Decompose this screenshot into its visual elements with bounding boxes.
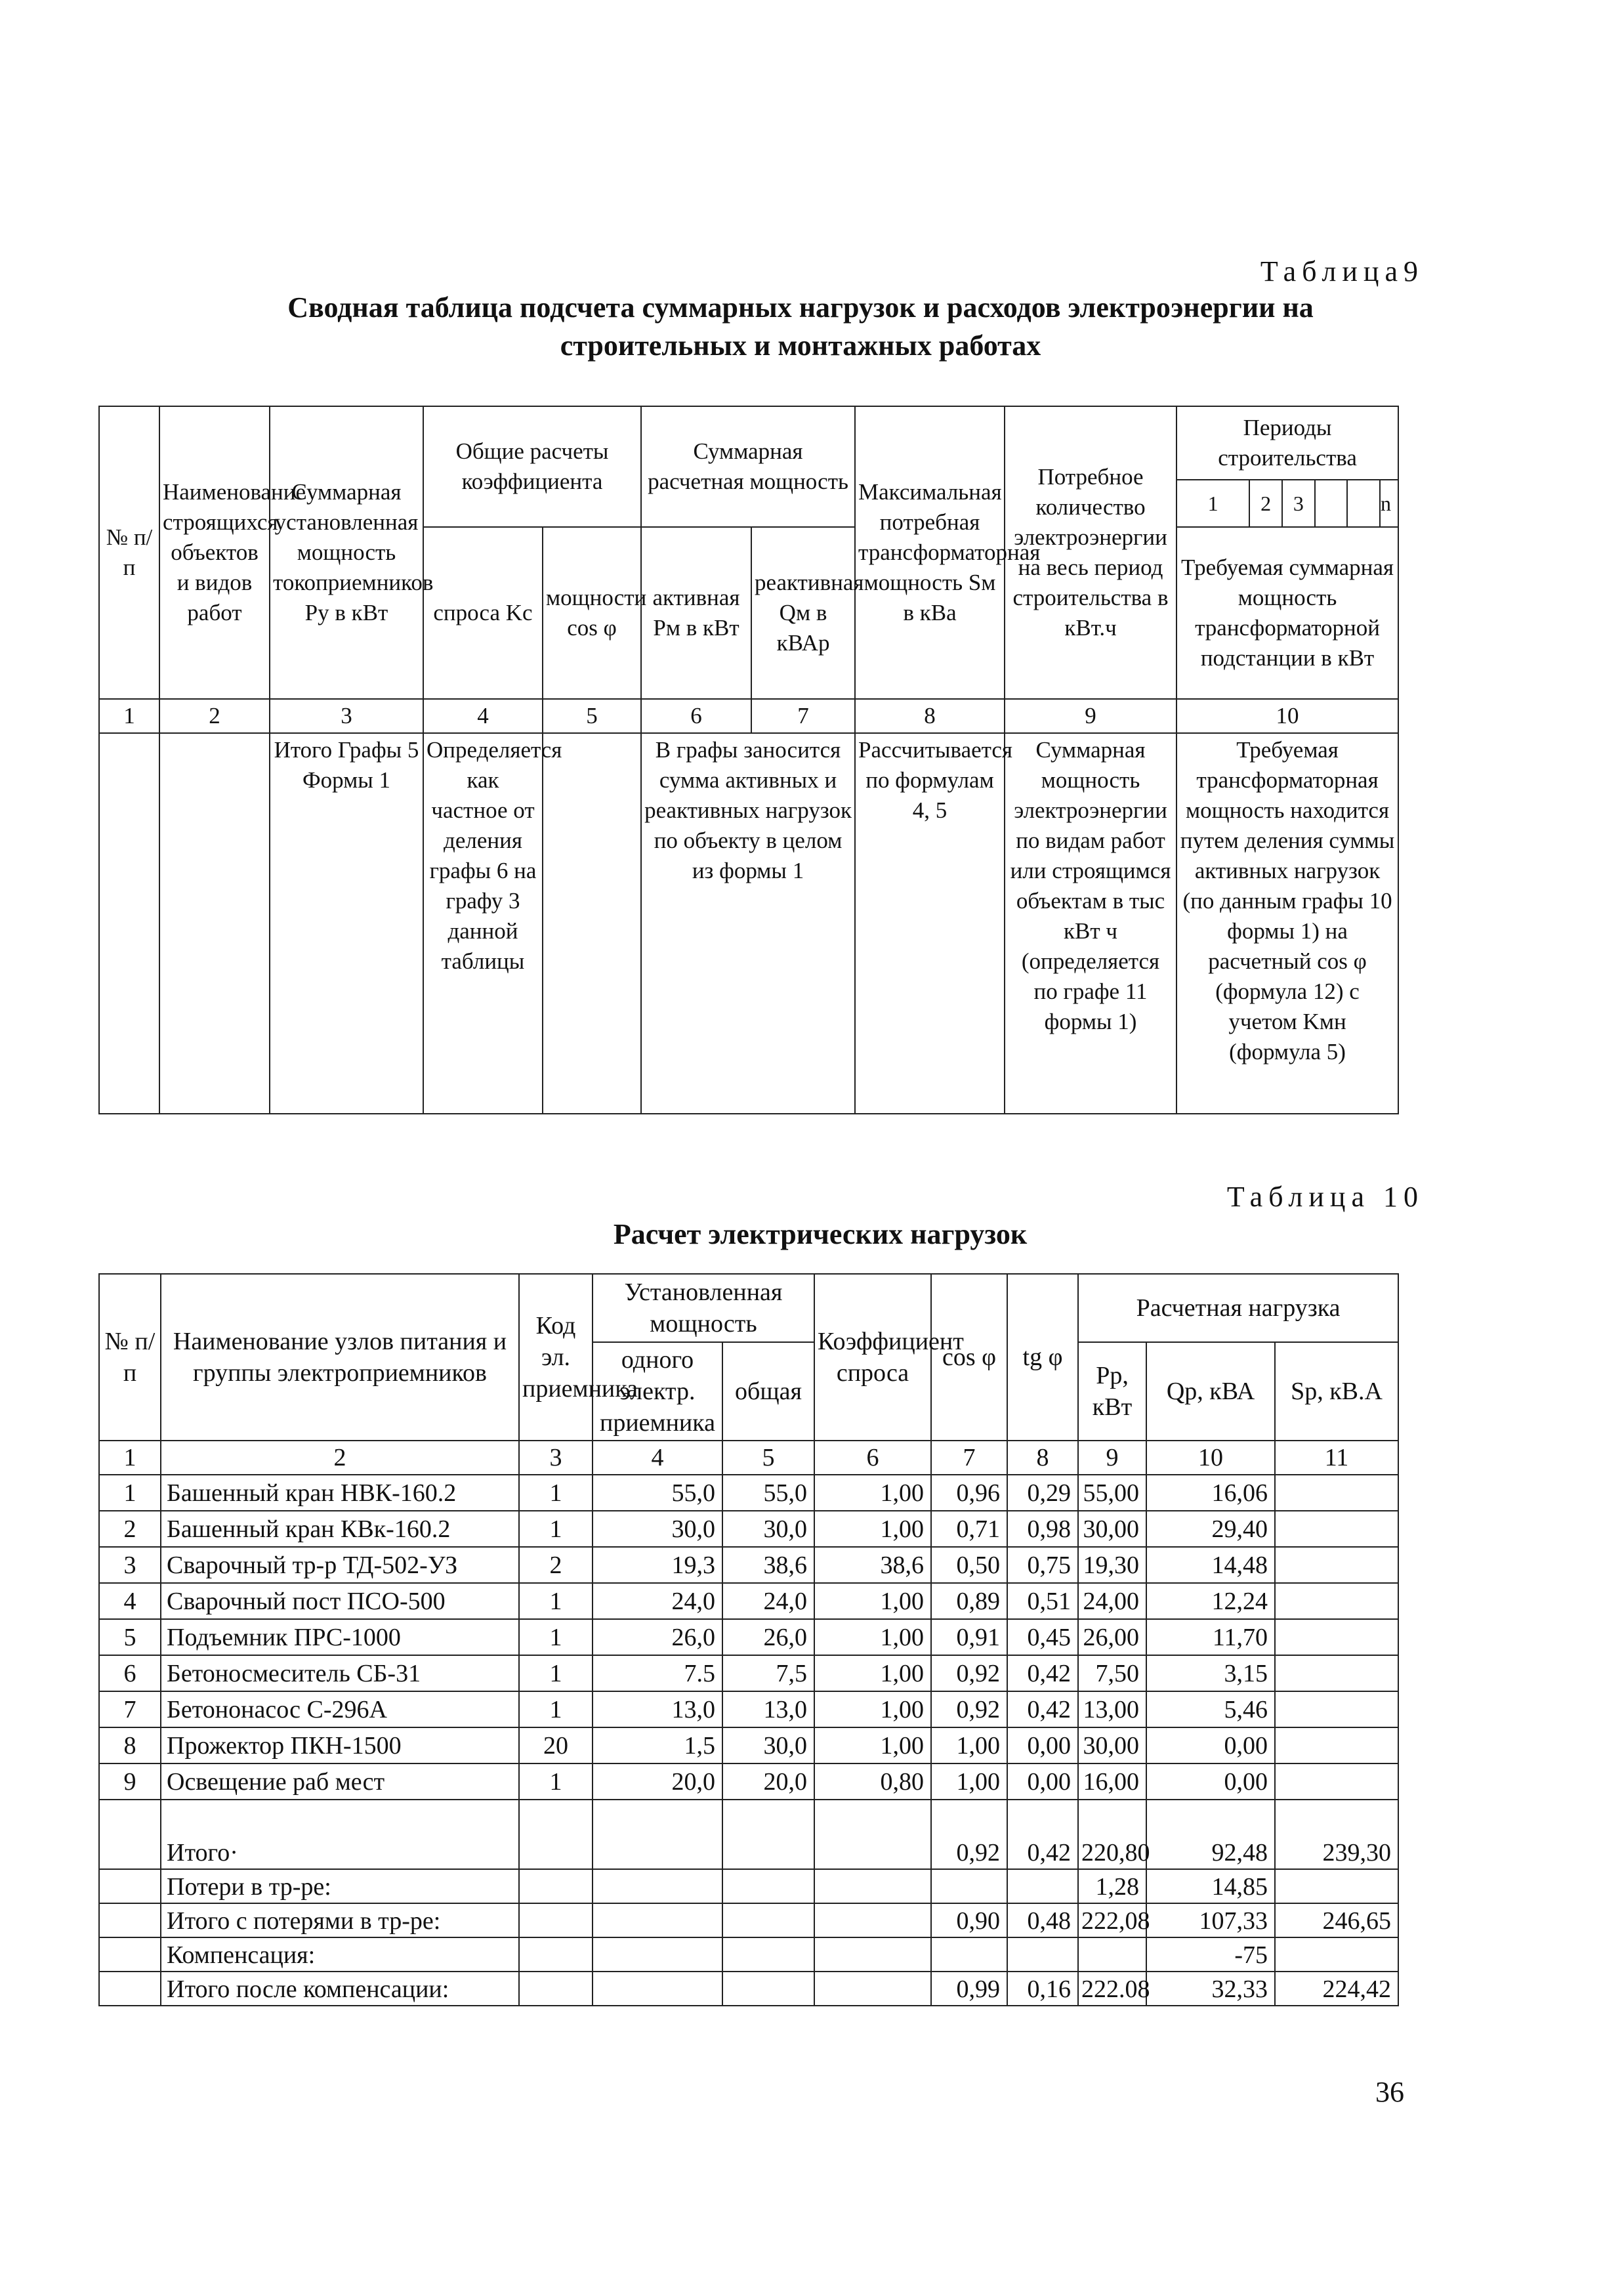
table-cell: 19,30 xyxy=(1078,1547,1146,1583)
t10-colnum: 8 xyxy=(1007,1441,1078,1475)
t10-colnum: 11 xyxy=(1275,1441,1398,1475)
table-cell: 30,0 xyxy=(593,1511,722,1547)
table-cell: 1 xyxy=(519,1655,593,1691)
table-cell: 7,50 xyxy=(1078,1655,1146,1691)
total-label: Итого после компенсации: xyxy=(161,1972,519,2006)
body-name xyxy=(159,733,270,1114)
total-label: Итого с потерями в тр-ре: xyxy=(161,1903,519,1937)
empty-cell xyxy=(814,1937,931,1972)
total-value xyxy=(1275,1937,1398,1972)
empty-cell xyxy=(722,1800,814,1869)
empty-cell xyxy=(722,1869,814,1903)
table-cell xyxy=(1275,1655,1398,1691)
empty-cell xyxy=(814,1903,931,1937)
header-general: Общие расчеты коэффициента xyxy=(423,406,641,527)
table-cell: 1,00 xyxy=(814,1619,931,1655)
t10-header-demand: Коэффициент спроса xyxy=(814,1274,931,1441)
empty-cell xyxy=(99,1800,161,1869)
table-cell: 3,15 xyxy=(1146,1655,1275,1691)
table-cell: 24,0 xyxy=(722,1583,814,1619)
table10-title: Расчет электрических нагрузок xyxy=(613,1218,1028,1250)
period-blank-1 xyxy=(1316,480,1348,526)
table-cell: 1 xyxy=(99,1475,161,1511)
table-cell: 29,40 xyxy=(1146,1511,1275,1547)
t10-colnum: 3 xyxy=(519,1441,593,1475)
table-cell: 20,0 xyxy=(593,1763,722,1800)
table-cell: 1 xyxy=(519,1691,593,1727)
table-cell: 16,06 xyxy=(1146,1475,1275,1511)
summary-table xyxy=(98,406,1399,1114)
table9-caption: Таблица9 xyxy=(1260,255,1424,287)
table-cell: 1,00 xyxy=(931,1763,1007,1800)
body-energy: Суммарная мощность электроэнергии по видам работ или строящимся объектам в тыс кВт ч (определяется по графе 11 формы 1) xyxy=(1005,733,1176,1114)
table-cell: 0,92 xyxy=(931,1655,1007,1691)
table-cell: 12,24 xyxy=(1146,1583,1275,1619)
total-value xyxy=(931,1869,1007,1903)
table-cell: 30,0 xyxy=(722,1511,814,1547)
t10-header-total: общая xyxy=(722,1342,814,1441)
header-power-factor: мощности cos φ xyxy=(543,527,641,699)
empty-cell xyxy=(722,1937,814,1972)
header-energy: Потребное количество электроэнергии на весь период строительства в кВт.ч xyxy=(1005,406,1176,699)
page-number: 36 xyxy=(1375,2076,1404,2108)
table-cell: 1,5 xyxy=(593,1727,722,1763)
table-cell xyxy=(1275,1583,1398,1619)
table-cell: 7,5 xyxy=(722,1655,814,1691)
table-cell: Сварочный тр-р ТД-502-УЗ xyxy=(161,1547,519,1583)
total-value: 239,30 xyxy=(1275,1800,1398,1869)
colnum-3: 3 xyxy=(270,699,423,733)
total-value: 220,80 xyxy=(1078,1800,1146,1869)
table-cell: 20,0 xyxy=(722,1763,814,1800)
t10-header-num: № п/п xyxy=(99,1274,161,1441)
table-cell: Бетононасос С-296А xyxy=(161,1691,519,1727)
empty-cell xyxy=(519,1903,593,1937)
table-cell: 0,00 xyxy=(1146,1727,1275,1763)
table-cell: 1,00 xyxy=(814,1727,931,1763)
table-cell: 1 xyxy=(519,1511,593,1547)
colnum-1: 1 xyxy=(99,699,159,733)
colnum-9: 9 xyxy=(1005,699,1176,733)
t10-header-tg: tg φ xyxy=(1007,1274,1078,1441)
colnum-6: 6 xyxy=(641,699,751,733)
t10-colnum-row xyxy=(99,1441,1398,1475)
header-num: № п/п xyxy=(99,406,159,699)
t10-colnum: 2 xyxy=(161,1441,519,1475)
table-cell: 19,3 xyxy=(593,1547,722,1583)
table-cell xyxy=(1275,1691,1398,1727)
table-cell: 24,0 xyxy=(593,1583,722,1619)
empty-cell xyxy=(519,1937,593,1972)
header-reactive: реактивная Qм в кВАр xyxy=(751,527,855,699)
colnum-7: 7 xyxy=(751,699,855,733)
table-cell: 6 xyxy=(99,1655,161,1691)
total-row xyxy=(99,1800,1398,1869)
total-value: 0,92 xyxy=(931,1800,1007,1869)
t10-header-installed: Установленная мощность xyxy=(593,1274,814,1342)
table9-title-line1: Сводная таблица подсчета суммарных нагрузок и расходов электроэнергии на xyxy=(287,291,1314,324)
table-cell: Прожектор ПКН-1500 xyxy=(161,1727,519,1763)
table-row xyxy=(99,1547,1398,1583)
table-cell: 24,00 xyxy=(1078,1583,1146,1619)
t10-colnum: 4 xyxy=(593,1441,722,1475)
table-cell: Башенный кран КВк-160.2 xyxy=(161,1511,519,1547)
empty-cell xyxy=(99,1869,161,1903)
table-cell: 1 xyxy=(519,1475,593,1511)
empty-cell xyxy=(722,1972,814,2006)
table-cell: 1,00 xyxy=(814,1475,931,1511)
table-cell: 0,51 xyxy=(1007,1583,1078,1619)
table-cell: 0,92 xyxy=(931,1691,1007,1727)
t10-colnum: 5 xyxy=(722,1441,814,1475)
table-cell: 0,00 xyxy=(1007,1763,1078,1800)
table-cell: 0,75 xyxy=(1007,1547,1078,1583)
table-row xyxy=(99,1475,1398,1511)
period-3: 3 xyxy=(1283,480,1316,526)
table-cell: 0,71 xyxy=(931,1511,1007,1547)
colnum-2: 2 xyxy=(159,699,270,733)
total-value: 92,48 xyxy=(1146,1800,1275,1869)
table-cell: 13,0 xyxy=(722,1691,814,1727)
body-power-factor xyxy=(543,733,641,1114)
table-cell: 30,00 xyxy=(1078,1511,1146,1547)
table-cell: 0,91 xyxy=(931,1619,1007,1655)
total-value xyxy=(1275,1869,1398,1903)
table-cell: 38,6 xyxy=(814,1547,931,1583)
table-cell: 55,00 xyxy=(1078,1475,1146,1511)
empty-cell xyxy=(593,1869,722,1903)
t10-colnum: 10 xyxy=(1146,1441,1275,1475)
total-value: 224,42 xyxy=(1275,1972,1398,2006)
t10-colnum: 7 xyxy=(931,1441,1007,1475)
table-row xyxy=(99,1655,1398,1691)
table-cell: 30,00 xyxy=(1078,1727,1146,1763)
period-cells xyxy=(1177,479,1398,526)
period-n: n xyxy=(1381,492,1392,515)
colnum-8: 8 xyxy=(855,699,1005,733)
table-cell: 1 xyxy=(519,1583,593,1619)
table-cell: Сварочный пост ПСО-500 xyxy=(161,1583,519,1619)
empty-cell xyxy=(722,1903,814,1937)
t10-header-one: одного электр. приемника xyxy=(593,1342,722,1441)
table-cell: 0,29 xyxy=(1007,1475,1078,1511)
total-row xyxy=(99,1972,1398,2006)
table-cell: 4 xyxy=(99,1583,161,1619)
body-max-transformer: Рассчитывается по формулам 4, 5 xyxy=(855,733,1005,1114)
table-cell: 7 xyxy=(99,1691,161,1727)
table-cell: Башенный кран НВК-160.2 xyxy=(161,1475,519,1511)
colnum-5: 5 xyxy=(543,699,641,733)
table-cell: 5,46 xyxy=(1146,1691,1275,1727)
t10-colnum: 9 xyxy=(1078,1441,1146,1475)
table-cell: 26,0 xyxy=(722,1619,814,1655)
table-cell xyxy=(1275,1475,1398,1511)
loads-table xyxy=(98,1273,1399,2006)
total-row xyxy=(99,1937,1398,1972)
body-installed: Итого Графы 5 Формы 1 xyxy=(270,733,423,1114)
table-cell: 1,00 xyxy=(931,1727,1007,1763)
header-calc-power: Суммарная расчетная мощность xyxy=(641,406,855,527)
table-cell: 30,0 xyxy=(722,1727,814,1763)
table-cell: 26,0 xyxy=(593,1619,722,1655)
table-cell: 1 xyxy=(519,1763,593,1800)
total-value xyxy=(1007,1937,1078,1972)
total-value: 32,33 xyxy=(1146,1972,1275,2006)
empty-cell xyxy=(593,1972,722,2006)
empty-cell xyxy=(519,1869,593,1903)
table-cell: 38,6 xyxy=(722,1547,814,1583)
period-1: 1 xyxy=(1177,480,1250,526)
total-label: Компенсация: xyxy=(161,1937,519,1972)
total-value xyxy=(1007,1869,1078,1903)
total-value: 107,33 xyxy=(1146,1903,1275,1937)
table-row xyxy=(99,1691,1398,1727)
table-cell: 14,48 xyxy=(1146,1547,1275,1583)
period-blank-2 xyxy=(1348,480,1381,526)
empty-cell xyxy=(99,1972,161,2006)
table-cell: 0,42 xyxy=(1007,1691,1078,1727)
table-cell: 0,42 xyxy=(1007,1655,1078,1691)
table-cell: 55,0 xyxy=(722,1475,814,1511)
table-cell: 5 xyxy=(99,1619,161,1655)
table-cell xyxy=(1275,1619,1398,1655)
table-cell: 0,80 xyxy=(814,1763,931,1800)
empty-cell xyxy=(593,1903,722,1937)
total-value: 0,42 xyxy=(1007,1800,1078,1869)
empty-cell xyxy=(814,1869,931,1903)
table-cell: 20 xyxy=(519,1727,593,1763)
table-row xyxy=(99,1763,1398,1800)
table-cell: 1,00 xyxy=(814,1511,931,1547)
total-value: 246,65 xyxy=(1275,1903,1398,1937)
table-cell: 0,45 xyxy=(1007,1619,1078,1655)
header-installed: Суммарная установленная мощность токоприемников Pу в кВт xyxy=(270,406,423,699)
table-cell: 2 xyxy=(519,1547,593,1583)
total-value: 1,28 xyxy=(1078,1869,1146,1903)
table-cell: 0,50 xyxy=(931,1547,1007,1583)
header-required: Требуемая суммарная мощность трансформаторной подстанции в кВт xyxy=(1176,527,1398,699)
table-cell: 1,00 xyxy=(814,1691,931,1727)
t10-header-qp: Qр, кВА xyxy=(1146,1342,1275,1441)
colnum-10: 10 xyxy=(1176,699,1398,733)
table-cell: 13,0 xyxy=(593,1691,722,1727)
total-value: -75 xyxy=(1146,1937,1275,1972)
table-cell: 2 xyxy=(99,1511,161,1547)
total-value: 0,90 xyxy=(931,1903,1007,1937)
period-2: 2 xyxy=(1250,480,1283,526)
t10-colnum: 1 xyxy=(99,1441,161,1475)
colnum-4: 4 xyxy=(423,699,543,733)
empty-cell xyxy=(814,1800,931,1869)
body-calc-power: В графы заносится сумма активных и реактивных нагрузок по объекту в целом из формы 1 xyxy=(641,733,855,1114)
t10-header-pp: Pр, кВт xyxy=(1078,1342,1146,1441)
empty-cell xyxy=(593,1800,722,1869)
table-cell: 16,00 xyxy=(1078,1763,1146,1800)
table-cell xyxy=(1275,1547,1398,1583)
table-cell: 13,00 xyxy=(1078,1691,1146,1727)
table-cell xyxy=(1275,1763,1398,1800)
table-cell: 0,96 xyxy=(931,1475,1007,1511)
table-cell: 55,0 xyxy=(593,1475,722,1511)
total-label: Потери в тр-ре: xyxy=(161,1869,519,1903)
total-value: 0,48 xyxy=(1007,1903,1078,1937)
t10-header-name: Наименование узлов питания и группы электроприемников xyxy=(161,1274,519,1441)
table9-title xyxy=(98,289,1503,365)
body-required: Требуемая трансформаторная мощность находится путем деления суммы активных нагрузок (по данным графы 10 формы 1) на расчетный cos φ (формула 12) с учетом Kмн (формула 5) xyxy=(1176,733,1398,1114)
t10-header-calc-load: Расчетная нагрузка xyxy=(1078,1274,1398,1342)
table-cell: 0,00 xyxy=(1146,1763,1275,1800)
t10-header-cos: cos φ xyxy=(931,1274,1007,1441)
table-cell: 3 xyxy=(99,1547,161,1583)
table-cell xyxy=(1275,1511,1398,1547)
header-name: Наименование строящихся объектов и видов работ xyxy=(159,406,270,699)
table-row xyxy=(99,1511,1398,1547)
table10-caption: Таблица 10 xyxy=(1226,1181,1424,1213)
table-cell: Бетоносмеситель СБ-31 xyxy=(161,1655,519,1691)
table-cell: 1 xyxy=(519,1619,593,1655)
table-cell: 7.5 xyxy=(593,1655,722,1691)
table-cell: Подъемник ПРС-1000 xyxy=(161,1619,519,1655)
total-value: 14,85 xyxy=(1146,1869,1275,1903)
empty-cell xyxy=(519,1800,593,1869)
table-cell: 8 xyxy=(99,1727,161,1763)
header-periods-cell xyxy=(1176,406,1398,527)
total-value: 0,99 xyxy=(931,1972,1007,2006)
total-value xyxy=(931,1937,1007,1972)
t10-colnum: 6 xyxy=(814,1441,931,1475)
empty-cell xyxy=(519,1972,593,2006)
table-cell: 1,00 xyxy=(814,1583,931,1619)
empty-cell xyxy=(99,1937,161,1972)
t10-header-code: Код эл. приемника xyxy=(519,1274,593,1441)
header-periods: Периоды строительства xyxy=(1218,415,1357,471)
table-cell: 0,00 xyxy=(1007,1727,1078,1763)
total-row xyxy=(99,1903,1398,1937)
table-cell: 11,70 xyxy=(1146,1619,1275,1655)
body-num xyxy=(99,733,159,1114)
total-label: Итого· xyxy=(161,1800,519,1869)
table-row xyxy=(99,1583,1398,1619)
total-value: 222.08 xyxy=(1078,1972,1146,2006)
header-active: активная Pм в кВт xyxy=(641,527,751,699)
table-cell: 0,98 xyxy=(1007,1511,1078,1547)
table-row xyxy=(99,1727,1398,1763)
total-value xyxy=(1078,1937,1146,1972)
t10-header-sp: Sр, кВ.А xyxy=(1275,1342,1398,1441)
table-cell: 1,00 xyxy=(814,1655,931,1691)
header-max-transformer: Максимальная потребная трансформаторная мощность Sм в кВа xyxy=(855,406,1005,699)
table9-title-line2: строительных и монтажных работах xyxy=(560,329,1041,362)
table-cell: Освещение раб мест xyxy=(161,1763,519,1800)
body-demand: Определяется как частное от деления графы 6 на графу 3 данной таблицы xyxy=(423,733,543,1114)
empty-cell xyxy=(99,1903,161,1937)
table-row xyxy=(99,1619,1398,1655)
empty-cell xyxy=(814,1972,931,2006)
header-demand: спроса Kс xyxy=(423,527,543,699)
total-value: 0,16 xyxy=(1007,1972,1078,2006)
table-cell xyxy=(1275,1727,1398,1763)
total-value: 222,08 xyxy=(1078,1903,1146,1937)
table-cell: 0,89 xyxy=(931,1583,1007,1619)
empty-cell xyxy=(593,1937,722,1972)
total-row xyxy=(99,1869,1398,1903)
table-cell: 26,00 xyxy=(1078,1619,1146,1655)
table-cell: 9 xyxy=(99,1763,161,1800)
